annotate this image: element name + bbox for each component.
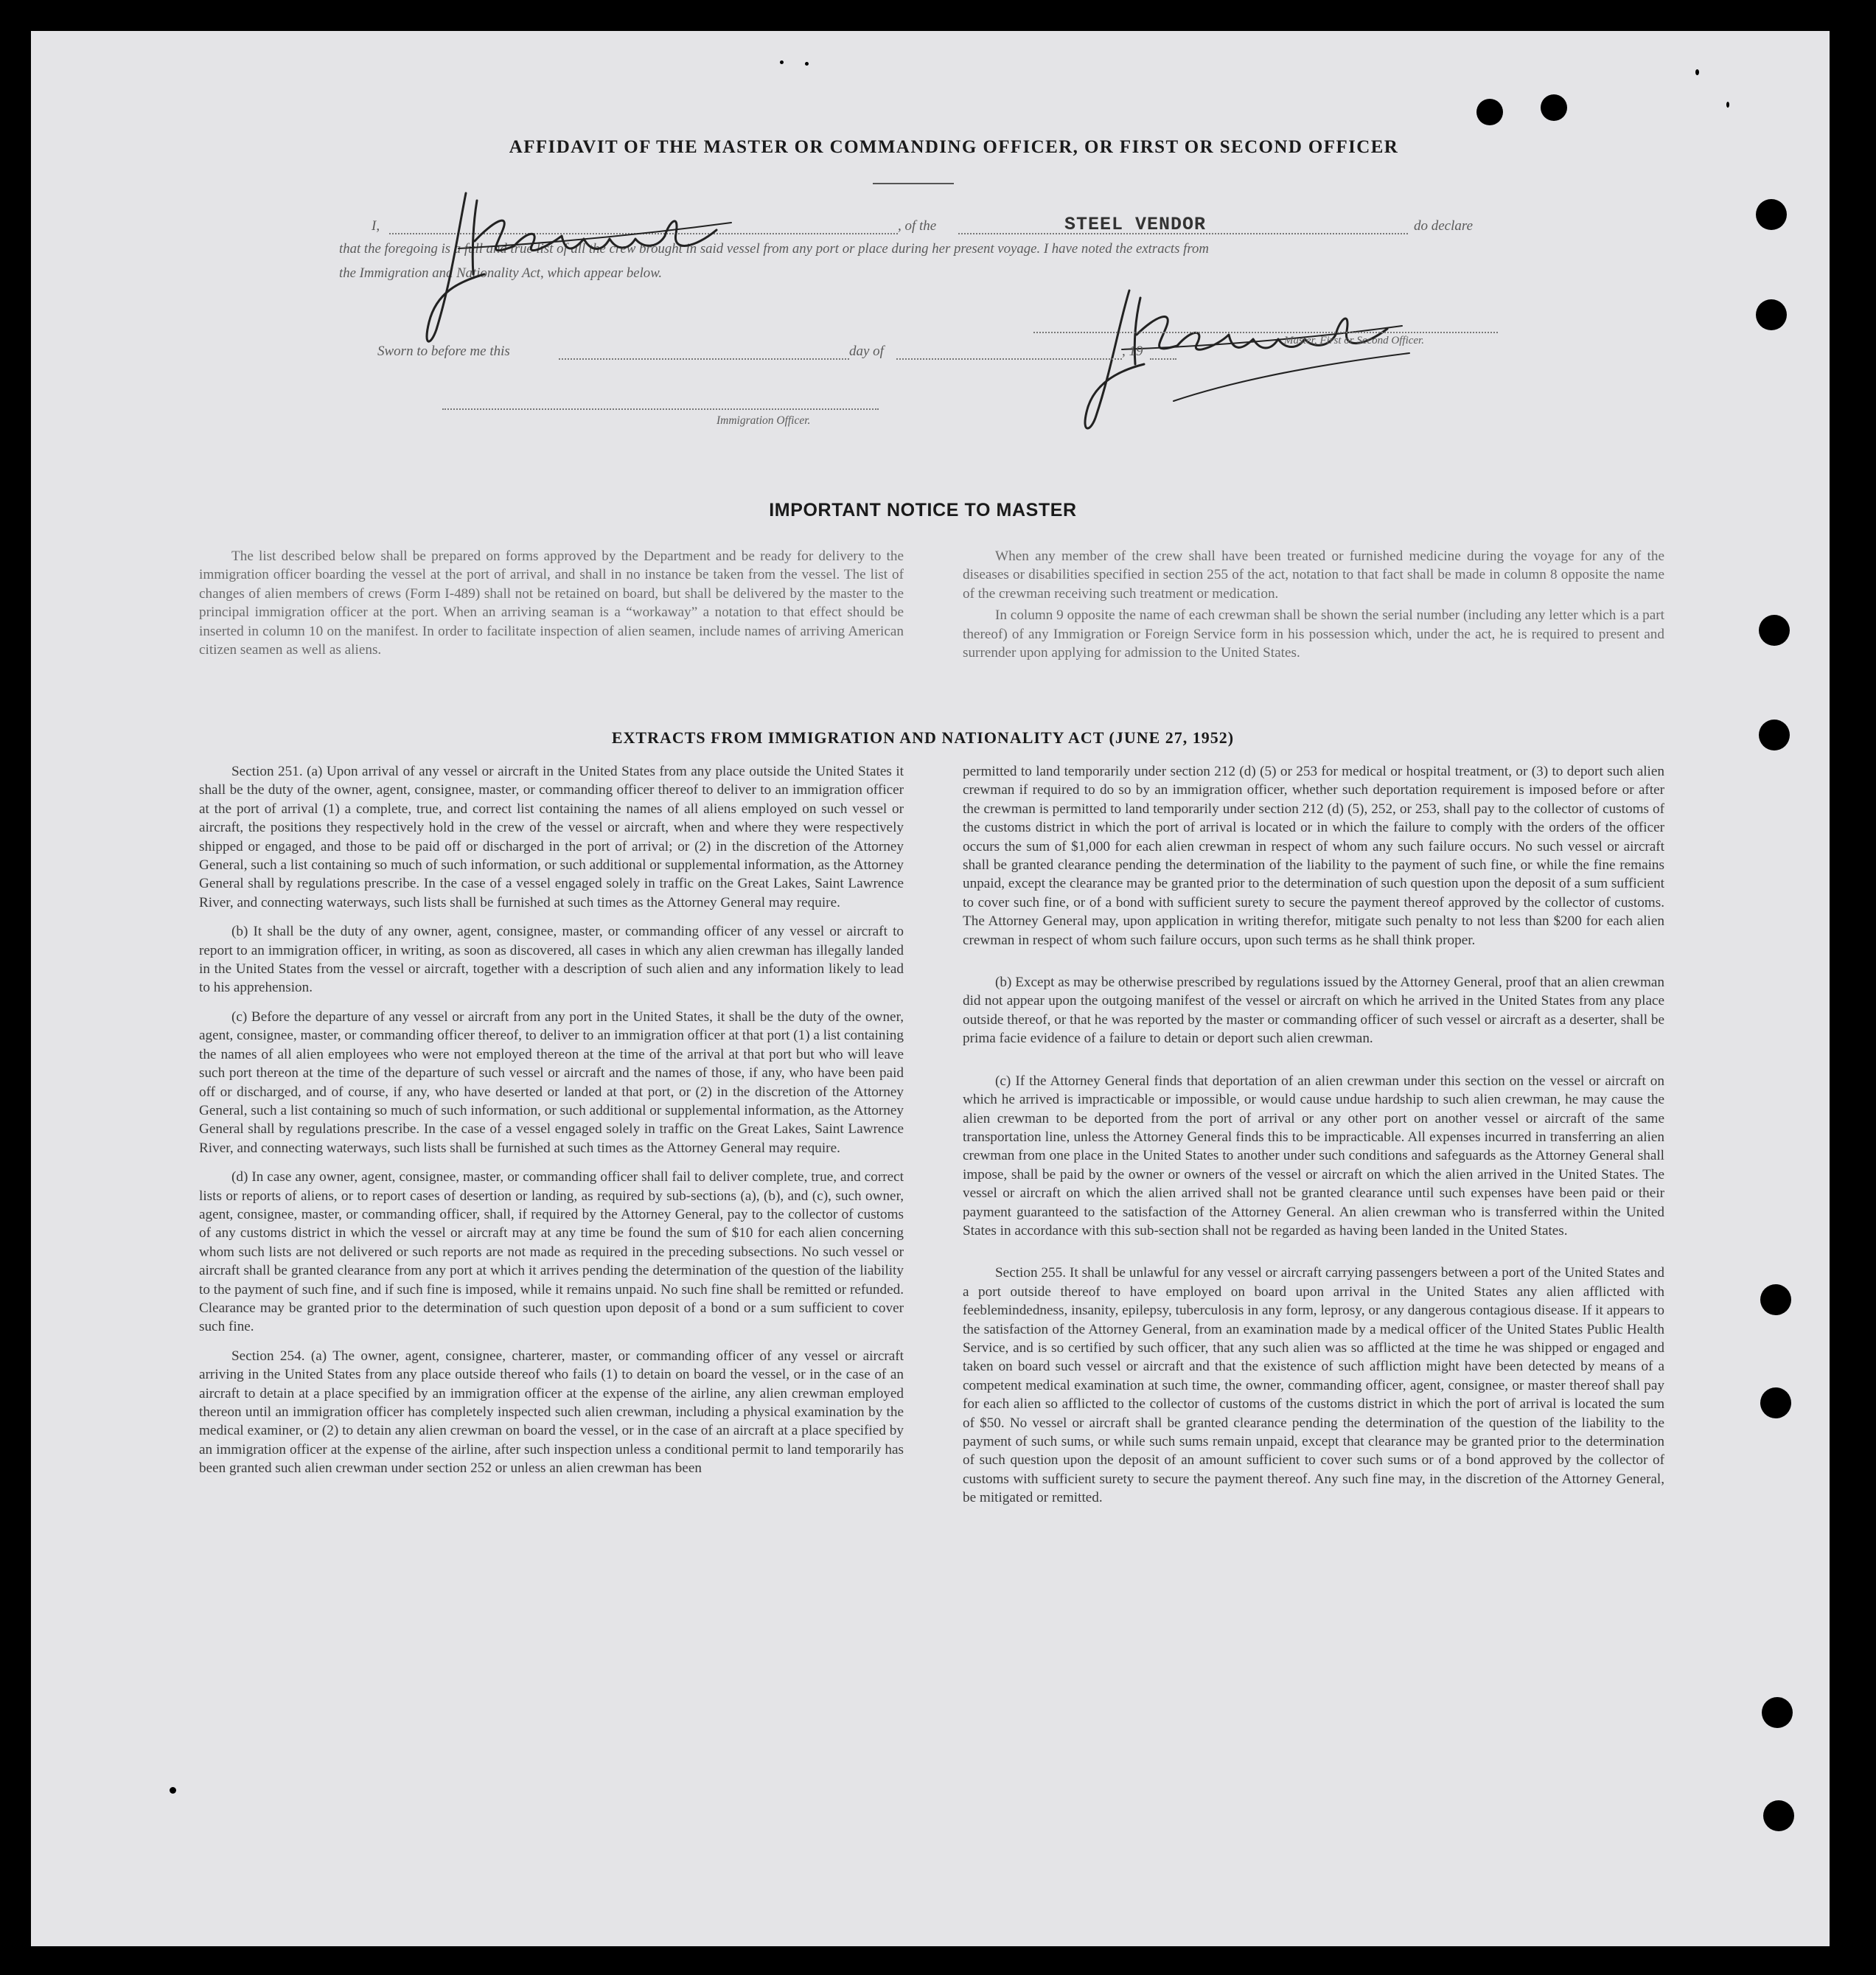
document-page (31, 31, 1830, 1946)
master-signature-1 (414, 171, 753, 355)
notice-left-paragraph: The list described below shall be prepared on forms approved by the Department and be ready for delivery to the immigration officer boarding the vessel at the port of arrival, and shall in no instance be taken from the vessel. The list of changes of alien members of crews (Form I-489) shall not be retained on board, but shall be delivered by the master to the principal immigration officer at the port. When an arriving seaman is a “workaway” a notation to that effect should be inserted in column 10 on the manifest. In order to facilitate inspection of alien seamen, include names of arriving American citizen seamen as well as aliens. (199, 548, 904, 658)
section-255: Section 255. It shall be unlawful for any vessel or aircraft carrying passengers between a port of the United States and a port outside thereof to have employed on board upon arrival in the United States any alien afflicted with feeblemindedness, insanity, epilepsy, tuberculosis in any form, leprosy, or any dangerous contagious disease. If it appears to the satisfaction of the Attorney General, from an examination made by a medical officer of the United States Public Health Service, and is so certified by such officer, that any such alien was so afflicted at the time he was shipped or engaged and taken on board such vessel or aircraft and that the existence of such affliction might have been detected by means of a competent medical examination at such time, the owner, commanding officer, agent, consignee, or master thereof shall pay for each alien so afflicted to the collector of customs of the customs district in which the port of arrival is located the sum of $50. No vessel or aircraft shall be granted clearance pending the determination of the question of the liability to the payment of such sums, or while such sums remain unpaid, except that clearance may be granted prior to the determination of such question upon the deposit of an amount sufficient to cover such sums or of a bond approved by the collector of customs with sufficient surety to secure the payment thereof. Any such fine may, in the discretion of the Attorney General, be mitigated or remitted. (963, 1265, 1664, 1506)
punch-hole-icon (1756, 299, 1787, 330)
punch-hole-icon (1760, 1387, 1791, 1418)
sworn-year-line (1150, 358, 1176, 360)
speck (170, 1787, 176, 1794)
section-251-c: (c) Before the departure of any vessel or aircraft from any port in the United States, it shall be the duty of the owner, agent, consignee, master, or commanding officer thereof, to deliver to an immigration officer at that port (1) a list containing the names of all alien employees who were not employed thereon at the time of the arrival at that port but who will leave such port thereon at the time of the departure of such vessel or aircraft and the names of those, if any, who have been paid off or discharged, and of course, if any, who have deserted or landed at that port, or (2) in the discretion of the Attorney General, such a list containing so much of such information, or such additional or supplemental information, as the Attorney General shall by regulations prescribe. In the case of a vessel engaged solely in traffic on the Great Lakes, Saint Lawrence River, and connecting waterways, such lists shall be furnished at such times as the Attorney General may require. (199, 1009, 904, 1156)
punch-hole-icon (1476, 99, 1503, 125)
declaration-line-2: the Immigration and Nationality Act, which appear below. (339, 265, 663, 281)
year-label: , 19 (1122, 344, 1143, 359)
section-254-a-continued: permitted to land temporarily under section 212 (d) (5) or 253 for medical or hospital treatment, or (3) to deport such alien crewman if required to do so by an immigration officer, whether such deportation requirement is imposed before or after the crewman is permitted to land temporarily under section 212 (d) (5), 252, or 253, shall pay to the collector of customs of the customs district in which the port of arrival is located or in which the failure to comply with the orders of the officer occurs the sum of $1,000 for each alien crewman in respect of whom any such failure occurs. No such vessel or aircraft shall be granted clearance pending the determination of the liability to the payment of such fine, or while the fine remains unpaid, except the clearance may be granted prior to the determination of such question upon the deposit of a sum sufficient to cover such fine, or of a bond with sufficient surety to secure the payment thereof approved by the collector of customs. The Attorney General may, upon application in writing therefor, mitigate such penalty to not less than $200 for each alien crewman in respect of whom such failure occurs, upon such terms as he shall think proper. (963, 764, 1664, 948)
master-caption: Master, First or Second Officer. (1284, 335, 1424, 346)
section-251-d: (d) In case any owner, agent, consignee, master, or commanding officer shall fail to deliver complete, true, and correct lists or reports of aliens, or to report cases of desertion or landing, as required by sub-sections (a), (b), and (c), such owner, agent, consignee, master, or commanding officer, shall, if required by the Attorney General, pay to the collector of customs of any customs district in which the vessel or aircraft may at any time be found the sum of $10 for each alien concerning whom such lists are not delivered or such reports are not made as required in the preceding subsections. No such vessel or aircraft shall be granted clearance from any port at which it arrives pending the determination of the question of the liability to the payment of such fine, and if such fine is imposed, while it remains unpaid. No such fine shall be remitted or refunded. Clearance may be granted prior to the determination of such question upon deposit of a bond or a sum sufficient to cover such fine. (199, 1169, 904, 1335)
sworn-label: Sworn to before me this (377, 344, 510, 359)
master-signature-2 (1041, 276, 1424, 445)
speck (1695, 69, 1699, 75)
notice-right-paragraph-1: When any member of the crew shall have been treated or furnished medicine during the voyage for any of the diseases or disabilities specified in section 255 of the act, notation to that fact shall be made in column 8 opposite the name of the crewman receiving such treatment or medication. (963, 548, 1664, 602)
day-of-label: day of (849, 344, 884, 359)
punch-hole-icon (1759, 720, 1790, 750)
punch-hole-icon (1762, 1697, 1793, 1728)
section-254-a: Section 254. (a) The owner, agent, consignee, charterer, master, or commanding officer of any vessel or aircraft arriving in the United States from any place outside thereof who fails (1) to detain on board the vessel, or in the case of an aircraft to detain at a place specified by an immigration officer at the expense of the airline, any alien crewman employed thereon until an immigration officer has completely inspected such alien crewman, including a physical examination by the medical examiner, or (2) to detain any alien crewman on board the vessel, or in the case of an aircraft at a place specified by an immigration officer at the expense of the airline, after such inspection unless a conditional permit to land temporarily has been granted such alien crewman under section 252 or unless an alien crewman has been (199, 1348, 904, 1477)
master-signature-line (1033, 332, 1498, 333)
i-prefix: I, (372, 218, 380, 234)
notice-heading: IMPORTANT NOTICE TO MASTER (769, 500, 1077, 520)
section-254-c: (c) If the Attorney General finds that deportation of an alien crewman under this section on the vessel or aircraft on which he arrived is impracticable or impossible, or would cause undue hardship to such alien crewman, he may cause the alien crewman to be deported from the port of arrival or any other port on another vessel or aircraft of the same transportation line, unless the Attorney General finds this to be impracticable. All expenses incurred in transferring an alien crewman from one place in the United States to another under such conditions and safeguards as the Attorney General shall impose, shall be paid by the owner or owners of the vessel or aircraft on which the alien arrived in the United States. The vessel or aircraft on which the alien arrived shall not be granted clearance until such expenses have been paid or their payment guaranteed to the satisfaction of the Attorney General. An alien crewman who is transferred within the United States in accordance with this sub-section shall not be regarded as having been landed in the United States. (963, 1073, 1664, 1239)
section-251-a: Section 251. (a) Upon arrival of any vessel or aircraft in the United States from any place outside the United States it shall be the duty of the owner, agent, consignee, master, or commanding officer thereof to deliver to an immigration officer at the port of arrival (1) a complete, true, and correct list containing the names of all aliens employed on such vessel or aircraft, the positions they respectively hold in the crew of the vessel or aircraft, when and where they were respectively shipped or engaged, and those to be paid off or discharged in the port of arrival; or (2) in the discretion of the Attorney General, such a list containing so much of such information, or such additional or supplemental information, as the Attorney General shall by regulations prescribe. In the case of a vessel engaged solely in traffic on the Great Lakes, Saint Lawrence River, and connecting waterways, such lists shall be furnished at such times as the Attorney General may require. (199, 764, 904, 910)
declaration-line-1: that the foregoing is a full and true list of all the crew brought in said vessel from any port or place during her present voyage. I have noted the extracts from (339, 241, 1209, 257)
affidavit-heading: AFFIDAVIT OF THE MASTER OR COMMANDING OFFICER, OR FIRST OR SECOND OFFICER (509, 137, 1399, 157)
speck (1726, 102, 1729, 108)
extracts-left-column (199, 762, 904, 1488)
punch-hole-icon (1756, 199, 1787, 230)
do-declare-label: do declare (1414, 218, 1474, 234)
notice-right-column (963, 547, 1664, 672)
sworn-day-line (559, 358, 849, 360)
extracts-right-column (963, 762, 1664, 1518)
section-254-b: (b) Except as may be otherwise prescribed by regulations issued by the Attorney General, proof that an alien crewman did not appear upon the outgoing manifest of the vessel or aircraft on which he arrived in the United States from any place outside thereof, or that he was reported by the master or commanding officer of such vessel or aircraft as a deserter, shall be prima facie evidence of a failure to detain or deport such alien crewman. (963, 975, 1664, 1047)
speck (780, 60, 784, 64)
section-251-b: (b) It shall be the duty of any owner, agent, consignee, master, or commanding officer of any vessel or aircraft to report to an immigration officer, in writing, as soon as discovered, all cases in which any alien crewman has illegally landed in the United States from the vessel or aircraft, together with a description of such alien and any information likely to lead to his apprehension. (199, 924, 904, 996)
notice-left-column (199, 547, 904, 669)
speck (805, 62, 809, 66)
officer-signature-line (442, 408, 879, 410)
notice-right-paragraph-2: In column 9 opposite the name of each crewman shall be shown the serial number (including any letter which is a part thereof) of any Immigration or Foreign Service form in his possession which, under the act, he is required to present and surrender upon applying for admission to the United States. (963, 607, 1664, 661)
heading-rule (873, 183, 954, 184)
punch-hole-icon (1541, 94, 1567, 121)
punch-hole-icon (1759, 615, 1790, 646)
punch-hole-icon (1760, 1284, 1791, 1315)
vessel-name: STEEL VENDOR (1064, 214, 1207, 235)
punch-hole-icon (1763, 1800, 1794, 1831)
sworn-month-line (896, 358, 1122, 360)
officer-caption: Immigration Officer. (716, 414, 811, 427)
extracts-heading: EXTRACTS FROM IMMIGRATION AND NATIONALITY ACT (JUNE 27, 1952) (611, 728, 1235, 747)
of-the-label: , of the (898, 218, 937, 234)
